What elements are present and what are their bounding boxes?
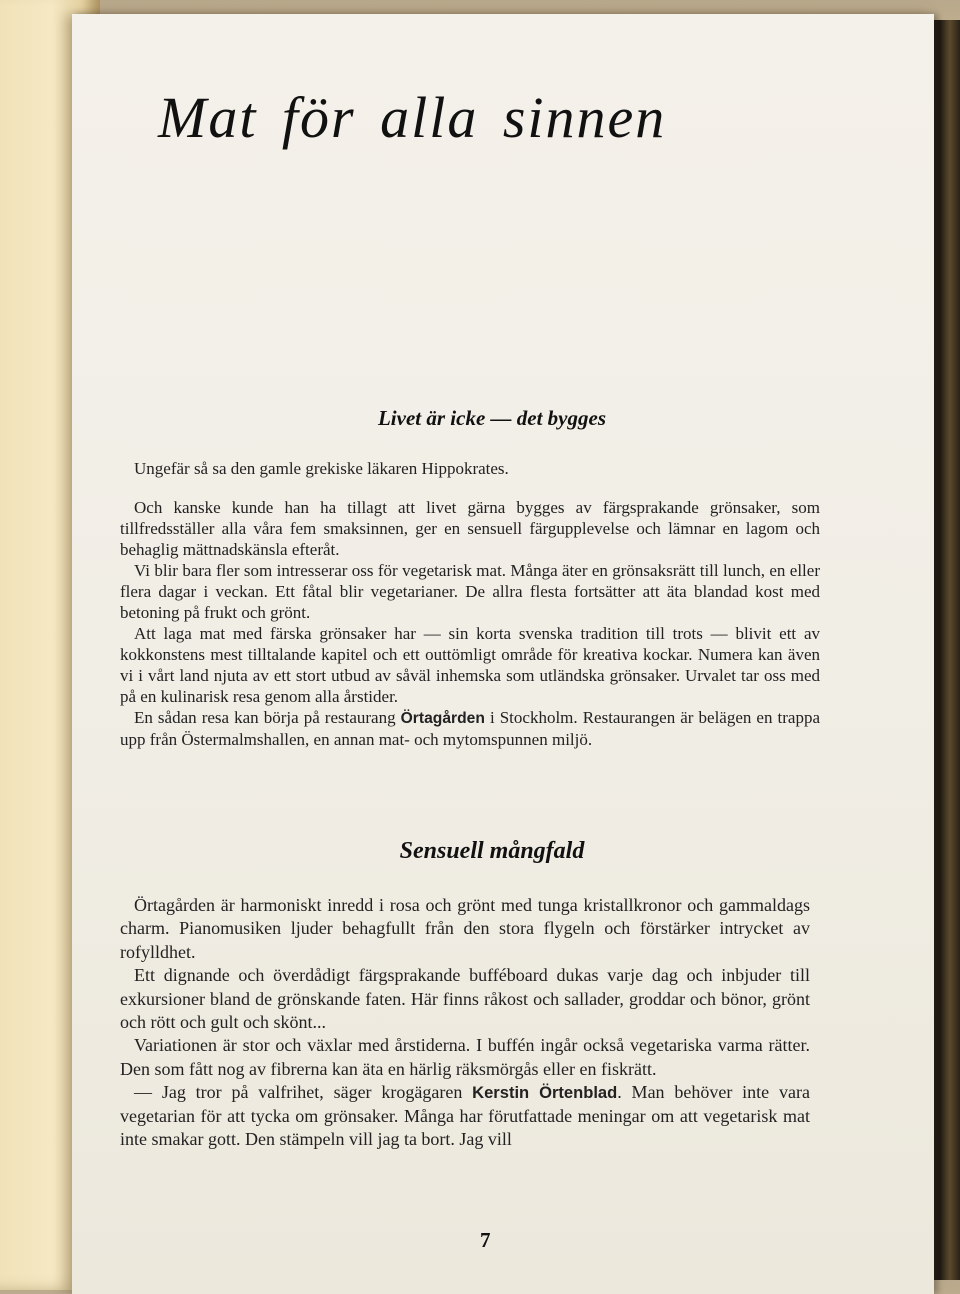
intro-text: Ungefär så sa den gamle grekiske läkaren Hippokrates.: [134, 459, 509, 478]
section2-body: [120, 894, 810, 1151]
intro-paragraph: [120, 458, 820, 479]
text-run: . Man behöver inte vara vegetarian för att tycka om grönsaker. Många har förutfattade meningar om att vegetarisk mat inte smakar gott. Den stämpeln vill jag ta bort. Jag vill: [120, 1082, 810, 1150]
text-run: — Jag tror på valfrihet, säger krogägaren: [134, 1082, 473, 1103]
page-title: Mat för alla sinnen: [158, 85, 667, 150]
paragraph: Örtagården är harmoniskt inredd i rosa och grönt med tunga kristallkronor och gammaldags charm. Pianomusiken ljuder behagfullt från den stora flygeln och förstärker intrycket av rofylldhet.: [120, 895, 810, 962]
restaurant-name: Örtagården: [400, 710, 485, 727]
paragraph: Och kanske kunde han ha tillagt att livet gärna bygges av färgsprakande grönsaker, som tillfredsställer alla våra fem smaksinnen, ger en sensuell färgupplevelse och lämnar en lagom och behaglig mättnadskänsla efteråt.: [120, 498, 820, 559]
section-heading-sensuell: Sensuell mångfald: [399, 838, 585, 864]
paragraph: [120, 707, 820, 750]
paragraph: [120, 1081, 810, 1151]
section1-body: [120, 497, 820, 750]
section-heading-livet: Livet är icke — det bygges: [377, 406, 606, 430]
text-run: i Stockholm. Restaurangen är belägen en trappa upp från Östermalmshallen, en annan mat- och mytomspunnen miljö.: [120, 708, 821, 749]
paragraph: Vi blir bara fler som intresserar oss för vegetarisk mat. Många äter en grönsaksrätt till lunch, en eller flera dagar i veckan. Ett fåtal blir vegetarianer. De allra flesta fortsätter att äta blandad kost med betoning på frukt och grönt.: [120, 561, 820, 622]
paragraph: Ett dignande och överdådigt färgsprakande bufféboard dukas varje dag och inbjuder till exkursioner bland de grönskande faten. Här finns råkost och sallader, groddar och bönor, grönt och rött och gult och skönt...: [120, 965, 810, 1033]
book-page: [72, 14, 934, 1294]
text-run: En sådan resa kan börja på restaurang: [134, 708, 401, 727]
owner-name: Kerstin Örtenblad: [472, 1083, 618, 1103]
paragraph: Variationen är stor och växlar med årstiderna. I buffén ingår också vegetariska varma rätter. Den som fått nog av fibrerna kan äta en härlig räksmörgås eller en fiskrätt.: [120, 1035, 810, 1079]
paragraph: Att laga mat med färska grönsaker har — sin korta svenska tradition till trots — blivit ett av kokkonstens mest tilltalande kapitel och ett outtömligt område för kreativa kockar. Numera kan även vi i vårt land njuta av ett stort utbud av såväl inhemska som utländska grönsaker. Urvalet tar oss med på en kulinarisk resa genom alla årstider.: [120, 624, 820, 706]
page-number: 7: [480, 1228, 491, 1252]
